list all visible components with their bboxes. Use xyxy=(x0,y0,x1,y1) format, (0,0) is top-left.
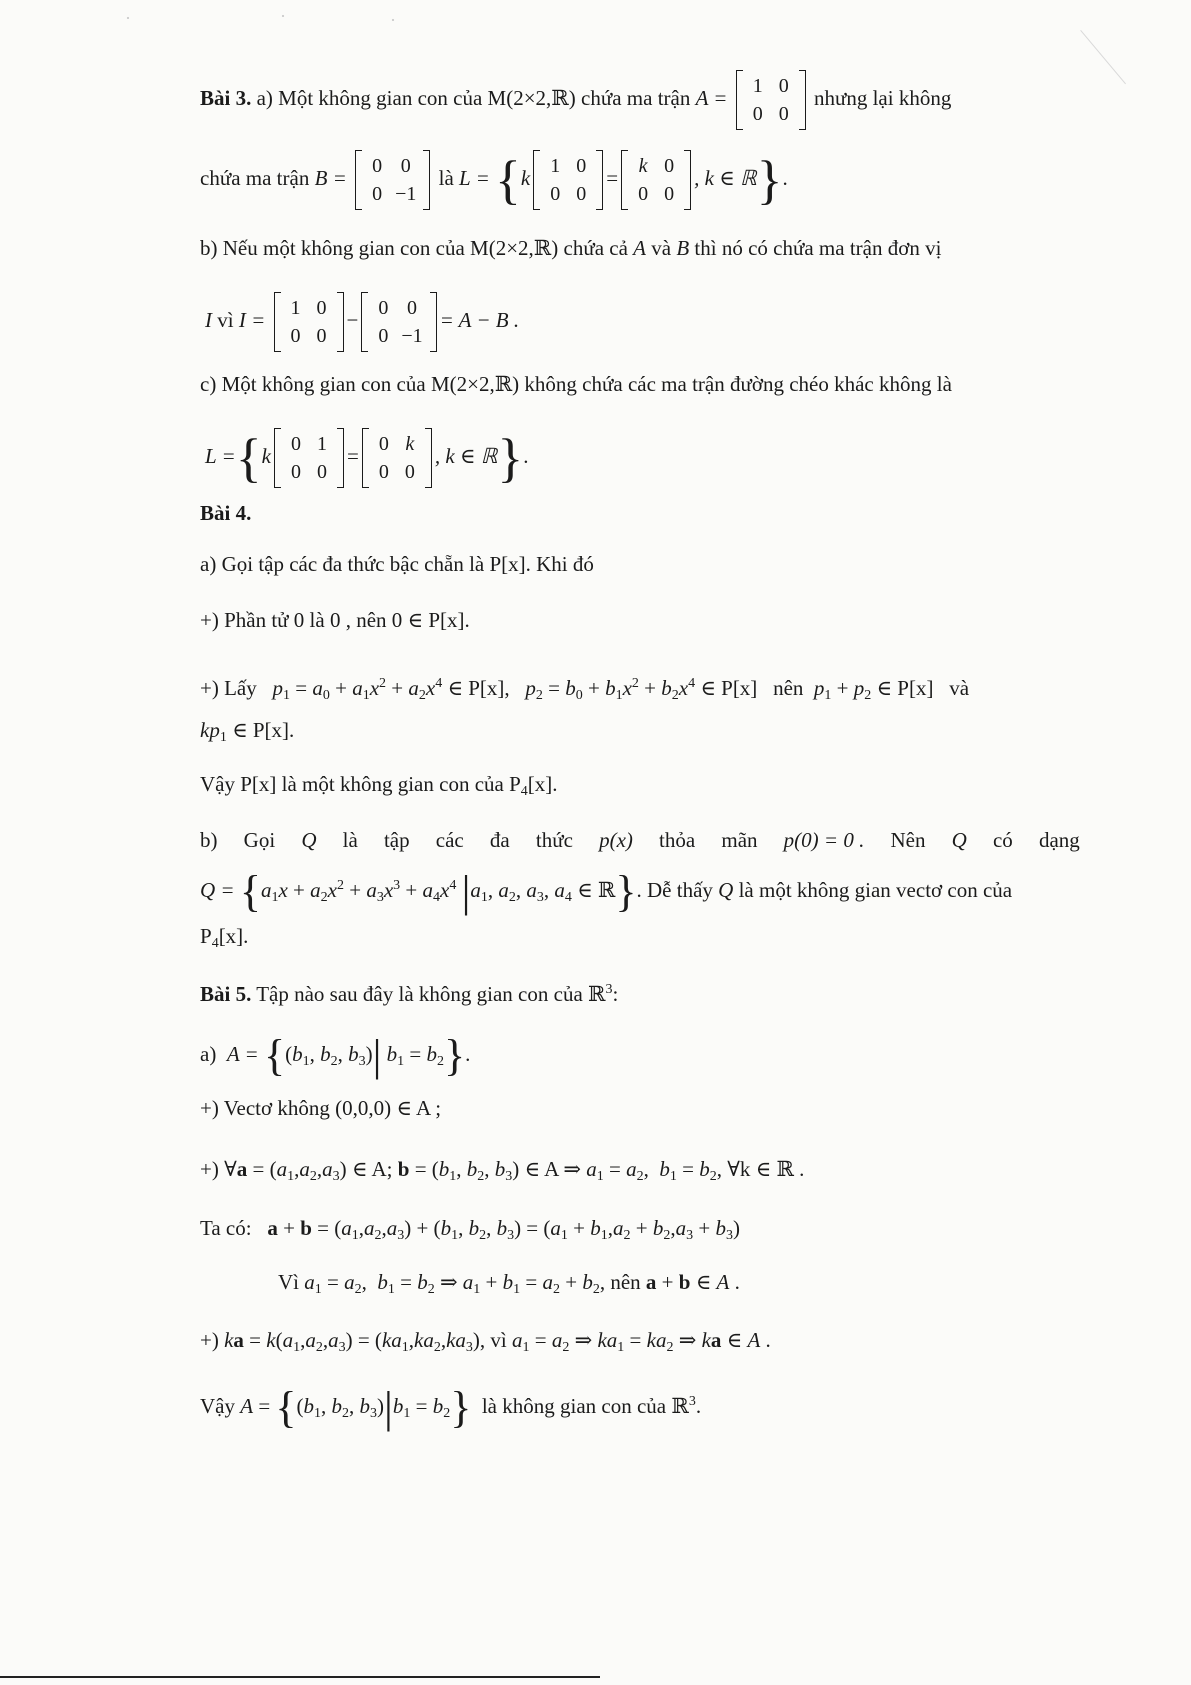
matrix-L2: k 0 0 0 xyxy=(621,150,691,210)
bai4-a-line1: a) Gọi tập các đa thức bậc chẵn là P[x]. Khi đó xyxy=(200,552,594,576)
bai3-b-line2: I vì I = 1 0 0 0 − 0 0 0 −1 = A − B . xyxy=(205,292,519,352)
matrix-C1: 0 1 0 0 xyxy=(274,428,344,488)
bai5-line-sum: Ta có: $a + b = (a_1,a_2,a_3) + (b_1$, $b_2$, $b_3) = (a_1 + b_1,a_2 + b_2,a_3 + b_3)$ xyxy=(200,1216,740,1243)
bai5-question: Bài 5. Tập nào sau đây là không gian con của ℝ$^3$: xyxy=(200,982,619,1006)
matrix-C2: 0 k 0 0 xyxy=(362,428,432,488)
matrix-I2: 0 0 0 −1 xyxy=(361,292,436,352)
bai4-a-line4: $kp_1$ ∈ P[x]. xyxy=(200,718,295,745)
bai4-a-line5: Vậy P[x] là một không gian con của $P_4[x]$. xyxy=(200,772,558,799)
bai3-c-line1: c) Một không gian con của M(2×2,ℝ) không chứa các ma trận đường chéo khác không là xyxy=(200,372,952,396)
bai4-a-line2: +) Phần tử 0 là 0 , nên 0 ∈ P[x]. xyxy=(200,608,470,632)
scan-speck: · xyxy=(390,10,396,30)
bai3-a-line1: Bài 3. a) Một không gian con của M(2×2,ℝ) chứa ma trận A = 1 0 0 0 nhưng lại không xyxy=(200,70,951,130)
scan-speck: · xyxy=(280,6,286,26)
bai4-a-line3: +) Lấy $p_1 = a_0 + a_1x^2 + a_2x^4$ ∈ P[x], $p_2 = b_0 + b_1x^2 + b_2x^4$ ∈ P[x] nên $p_1 + p_2$ ∈ P[x] và xyxy=(200,676,970,703)
bai5-line-scalar: +) ka = $k(a_1,a_2,a_3) = (ka_1,ka_2,ka_3)$, vì $a_1 = a_2$ ⇒ $ka_1 = ka_2$ ⇒ ka ∈ A . xyxy=(200,1328,771,1355)
scan-bottom-edge xyxy=(0,1676,600,1678)
matrix-L1: 1 0 0 0 xyxy=(533,150,603,210)
matrix-B: 0 0 0 −1 xyxy=(355,150,430,210)
bai4-b-line1: b) Gọi Q là tập các đa thức p(x) thỏa mãn p(0) = 0 . Nên Q có dạng xyxy=(200,828,1080,852)
matrix-A: 1 0 0 0 xyxy=(736,70,806,130)
bai3-a-line2: chứa ma trận B = 0 0 0 −1 là L = {k 1 0 0 0 = k 0 0 0 , k ∈ ℝ}. xyxy=(200,150,788,210)
bai4-b-line3: $P_4[x]$. xyxy=(200,924,249,951)
page-fold-mark xyxy=(1027,30,1126,129)
bai3-c-line2: L ={k 0 1 0 0 = 0 k 0 0 , k ∈ ℝ}. xyxy=(205,428,529,488)
bai5-line-zero: +) Vectơ không (0,0,0) ∈ A ; xyxy=(200,1096,442,1120)
bai5-line-forall: +) ∀a = $(a_1,a_2,a_3)$ ∈ A; $b = (b_1$, $b_2$, $b_3$) ∈ A ⇒ $a_1 = a_2$, $b_1 = b_2$, ∀k ∈ ℝ . xyxy=(200,1157,805,1184)
bai3-b-line1: b) Nếu một không gian con của M(2×2,ℝ) chứa cả A và B thì nó có chứa ma trận đơn vị xyxy=(200,236,942,260)
bai4-b-line2: $Q = \{a_1x + a_2x^2 + a_3x^3 + a_4x^4$ $|a_1$, $a_2$, $a_3$, $a_4$ ∈ ℝ}. Dễ thấy Q là một không gian vectơ con của xyxy=(200,867,1013,916)
bai5-a-set: a) $A = \{(b_1$, $b_2$, $b_3)|$ $b_1 = b_2$}. xyxy=(200,1031,471,1080)
bai5-conclusion: Vậy $A = \{(b_1$, $b_2$, $b_3)|b_1 = b_2$} là không gian con của ℝ$^3$. xyxy=(200,1383,702,1432)
bai5-line-because: Vì $a_1 = a_2$, $b_1 = b_2$ ⇒ $a_1 + b_1 = a_2 + b_2$, nên a + b ∈ A . xyxy=(278,1270,740,1297)
scan-speck: · xyxy=(125,8,131,28)
exercise-title: Bài 3. xyxy=(200,85,252,110)
matrix-I1: 1 0 0 0 xyxy=(274,292,344,352)
bai4-title: Bài 4. xyxy=(200,501,252,525)
